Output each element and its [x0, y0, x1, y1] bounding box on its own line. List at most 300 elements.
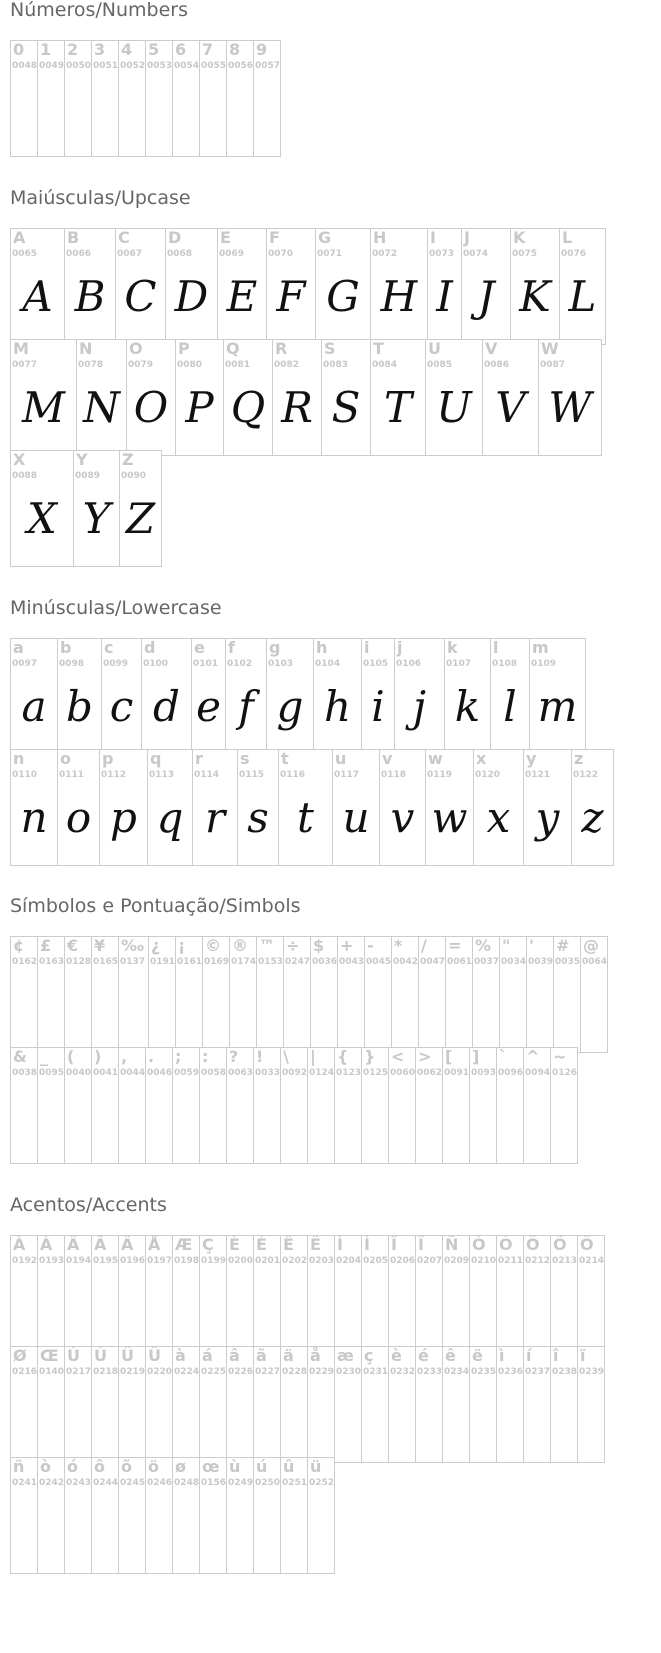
glyph-cell: [172, 1457, 200, 1574]
glyph-cell: [101, 638, 142, 755]
glyph-character-label: Â: [67, 1235, 80, 1254]
glyph-code-label: 0033: [255, 1068, 281, 1078]
glyph-sample: L: [568, 272, 597, 321]
glyph-cell: [10, 450, 74, 567]
glyph-cell: [278, 749, 333, 866]
glyph-cell: [461, 228, 511, 345]
glyph-character-label: L: [562, 228, 573, 247]
glyph-character-label: g: [269, 638, 281, 657]
glyph-character-label: Ë: [310, 1235, 321, 1254]
glyph-code-label: 0230: [336, 1367, 362, 1377]
glyph-cell: [10, 1346, 38, 1463]
glyph-cell: [192, 749, 238, 866]
glyph-sample: f: [238, 682, 254, 731]
glyph-cell: [64, 1457, 92, 1574]
glyph-cell: [148, 936, 176, 1053]
glyph-sample: U: [436, 383, 472, 432]
glyph-cell: [172, 1047, 200, 1164]
glyph-cell: [37, 1346, 65, 1463]
glyph-character-label: ®: [232, 936, 248, 955]
glyph-character-label: u: [335, 749, 347, 768]
glyph-character-label: è: [391, 1346, 402, 1365]
glyph-character-label: à: [175, 1346, 186, 1365]
glyph-cell: [315, 228, 371, 345]
glyph-character-label: ^: [526, 1047, 540, 1066]
glyph-cell: [226, 1346, 254, 1463]
glyph-character-label: Õ: [553, 1235, 567, 1254]
glyph-code-label: 0201: [255, 1256, 281, 1266]
glyph-cell: [256, 936, 284, 1053]
glyph-row-numbers: [10, 40, 280, 157]
glyph-character-label: æ: [337, 1346, 354, 1365]
glyph-code-label: 0053: [147, 61, 173, 71]
glyph-sample: Y: [82, 494, 111, 543]
glyph-code-label: 0078: [78, 360, 104, 370]
glyph-code-label: 0114: [194, 770, 220, 780]
glyph-sample: Q: [230, 383, 266, 432]
glyph-character-label: V: [485, 339, 498, 358]
glyph-code-label: 0228: [282, 1367, 308, 1377]
glyph-code-label: 0045: [366, 957, 392, 967]
glyph-sample: A: [22, 272, 53, 321]
glyph-code-label: 0038: [12, 1068, 38, 1078]
glyph-sample: z: [581, 793, 604, 842]
glyph-cell: [553, 936, 581, 1053]
glyph-character-label: J: [464, 228, 470, 247]
glyph-code-label: 0036: [312, 957, 338, 967]
glyph-code-label: 0124: [309, 1068, 335, 1078]
glyph-character-label: b: [60, 638, 72, 657]
glyph-cell: [118, 1346, 146, 1463]
glyph-cell: [444, 638, 491, 755]
glyph-sample: n: [20, 793, 48, 842]
glyph-character-label: å: [310, 1346, 321, 1365]
glyph-code-label: 0093: [471, 1068, 497, 1078]
glyph-code-label: 0195: [93, 1256, 119, 1266]
glyph-code-label: 0096: [498, 1068, 524, 1078]
glyph-cell: [57, 638, 102, 755]
glyph-code-label: 0199: [201, 1256, 227, 1266]
glyph-cell: [364, 936, 392, 1053]
glyph-character-label: e: [194, 638, 205, 657]
glyph-cell: [499, 936, 527, 1053]
glyph-code-label: 0123: [336, 1068, 362, 1078]
glyph-cell: [229, 936, 257, 1053]
glyph-sample: d: [153, 682, 180, 731]
glyph-sample: M: [21, 383, 65, 432]
glyph-cell: [272, 339, 322, 456]
glyph-code-label: 0252: [309, 1478, 335, 1488]
section-title-upcase: Maiúsculas/Upcase: [10, 187, 191, 209]
glyph-cell: [523, 749, 572, 866]
glyph-code-label: 0091: [444, 1068, 470, 1078]
glyph-character-label: ¢: [13, 936, 25, 955]
glyph-cell: [145, 1457, 173, 1574]
glyph-sample: T: [383, 383, 412, 432]
glyph-character-label: \: [283, 1047, 289, 1066]
glyph-cell: [91, 936, 119, 1053]
glyph-character-label: Ö: [580, 1235, 594, 1254]
glyph-row-upcase: [10, 339, 601, 456]
glyph-cell: [10, 936, 38, 1053]
glyph-cell: [172, 40, 200, 157]
glyph-character-label: ê: [445, 1346, 456, 1365]
glyph-character-label: #: [556, 936, 570, 955]
glyph-sample: B: [74, 272, 106, 321]
glyph-cell: [307, 1346, 335, 1463]
glyph-code-label: 0207: [417, 1256, 443, 1266]
glyph-character-label: É: [256, 1235, 267, 1254]
glyph-sample: a: [21, 682, 47, 731]
glyph-cell: [266, 228, 316, 345]
glyph-cell: [379, 749, 426, 866]
glyph-row-symbols: [10, 936, 607, 1053]
glyph-character-label: a: [13, 638, 24, 657]
glyph-character-label: v: [382, 749, 393, 768]
glyph-cell: [145, 1047, 173, 1164]
glyph-code-label: 0236: [498, 1367, 524, 1377]
glyph-character-label: *: [394, 936, 403, 955]
glyph-character-label: ™: [259, 936, 275, 955]
glyph-character-label: t: [281, 749, 289, 768]
glyph-character-label: Ê: [283, 1235, 294, 1254]
glyph-code-label: 0107: [446, 659, 472, 669]
glyph-character-label: ì: [499, 1346, 505, 1365]
glyph-cell: [523, 1047, 551, 1164]
glyph-cell: [118, 1235, 146, 1352]
glyph-character-label: l: [493, 638, 499, 657]
glyph-cell: [253, 1047, 281, 1164]
glyph-character-label: F: [269, 228, 280, 247]
glyph-character-label: ,: [121, 1047, 128, 1066]
glyph-character-label: %: [475, 936, 492, 955]
glyph-character-label: Œ: [40, 1346, 59, 1365]
glyph-code-label: 0109: [531, 659, 557, 669]
glyph-cell: [442, 1047, 470, 1164]
glyph-cell: [118, 1457, 146, 1574]
glyph-character-label: á: [202, 1346, 213, 1365]
glyph-character-label: Î: [391, 1235, 397, 1254]
glyph-character-label: 7: [202, 40, 214, 59]
glyph-character-label: ç: [364, 1346, 374, 1365]
section-title-numbers: Números/Numbers: [10, 0, 188, 21]
section-title-lowercase: Minúsculas/Lowercase: [10, 597, 222, 619]
glyph-cell: [199, 1346, 227, 1463]
glyph-code-label: 0235: [471, 1367, 497, 1377]
glyph-cell: [307, 1047, 335, 1164]
glyph-code-label: 0104: [315, 659, 341, 669]
glyph-character-label: 0: [13, 40, 25, 59]
glyph-code-label: 0153: [258, 957, 284, 967]
glyph-code-label: 0120: [475, 770, 501, 780]
glyph-code-label: 0206: [390, 1256, 416, 1266]
glyph-code-label: 0249: [228, 1478, 254, 1488]
glyph-sample: c: [109, 682, 134, 731]
glyph-character-label: â: [229, 1346, 240, 1365]
glyph-cell: [119, 450, 162, 567]
glyph-cell: [307, 1457, 335, 1574]
glyph-sample: o: [65, 793, 92, 842]
glyph-cell: [91, 1235, 119, 1352]
glyph-code-label: 0085: [427, 360, 453, 370]
glyph-character-label: Ò: [472, 1235, 486, 1254]
glyph-character-label: Ü: [148, 1346, 161, 1365]
glyph-cell: [226, 40, 254, 157]
glyph-sample: E: [226, 272, 258, 321]
glyph-character-label: ": [502, 936, 511, 955]
glyph-code-label: 0073: [429, 249, 455, 259]
glyph-code-label: 0113: [149, 770, 175, 780]
glyph-character-label: Ó: [499, 1235, 513, 1254]
glyph-character-label: x: [476, 749, 487, 768]
glyph-code-label: 0037: [474, 957, 500, 967]
glyph-code-label: 0035: [555, 957, 581, 967]
glyph-cell: [253, 1235, 281, 1352]
glyph-code-label: 0126: [552, 1068, 578, 1078]
glyph-sample: R: [281, 383, 313, 432]
glyph-cell: [99, 749, 148, 866]
glyph-character-label: ?: [229, 1047, 239, 1066]
glyph-code-label: 0061: [447, 957, 473, 967]
glyph-character-label: Ï: [418, 1235, 424, 1254]
glyph-cell: [145, 1346, 173, 1463]
glyph-character-label: o: [60, 749, 71, 768]
glyph-character-label: ¡: [178, 936, 186, 955]
glyph-character-label: 1: [40, 40, 52, 59]
glyph-cell: [199, 40, 227, 157]
glyph-code-label: 0205: [363, 1256, 389, 1266]
glyph-row-upcase: [10, 228, 605, 345]
glyph-sample: C: [124, 272, 157, 321]
glyph-character-label: Z: [122, 450, 134, 469]
glyph-code-label: 0074: [463, 249, 489, 259]
glyph-character-label: U: [428, 339, 441, 358]
glyph-sample: H: [380, 272, 418, 321]
glyph-code-label: 0198: [174, 1256, 200, 1266]
glyph-cell: [10, 1457, 38, 1574]
glyph-cell: [307, 1235, 335, 1352]
glyph-character-label: z: [574, 749, 584, 768]
glyph-cell: [199, 1047, 227, 1164]
glyph-code-label: 0054: [174, 61, 200, 71]
glyph-code-label: 0162: [12, 957, 38, 967]
glyph-cell: [361, 1346, 389, 1463]
glyph-cell: [427, 228, 462, 345]
glyph-character-label: Á: [40, 1235, 53, 1254]
glyph-character-label: _: [40, 1047, 48, 1066]
glyph-code-label: 0111: [59, 770, 85, 780]
glyph-cell: [118, 1047, 146, 1164]
glyph-cell: [253, 1346, 281, 1463]
glyph-character-label: ö: [148, 1457, 159, 1476]
glyph-character-label: +: [340, 936, 354, 955]
glyph-cell: [332, 749, 380, 866]
glyph-character-label: €: [67, 936, 79, 955]
glyph-character-label: Ì: [337, 1235, 343, 1254]
glyph-code-label: 0231: [363, 1367, 389, 1377]
glyph-character-label: S: [324, 339, 336, 358]
glyph-cell: [76, 339, 127, 456]
glyph-code-label: 0202: [282, 1256, 308, 1266]
glyph-code-label: 0067: [117, 249, 143, 259]
glyph-code-label: 0216: [12, 1367, 38, 1377]
glyph-code-label: 0242: [39, 1478, 65, 1488]
glyph-character-label: õ: [121, 1457, 132, 1476]
glyph-character-label: ò: [40, 1457, 51, 1476]
glyph-character-label: ;: [175, 1047, 182, 1066]
glyph-cell: [226, 1047, 254, 1164]
glyph-cell: [334, 1047, 362, 1164]
glyph-code-label: 0081: [225, 360, 251, 370]
glyph-code-label: 0116: [280, 770, 306, 780]
glyph-character-label: k: [447, 638, 458, 657]
glyph-cell: [217, 228, 267, 345]
glyph-cell: [37, 1235, 65, 1352]
glyph-character-label: K: [513, 228, 526, 247]
glyph-row-lowercase: [10, 638, 585, 755]
glyph-character-label: [: [445, 1047, 453, 1066]
glyph-sample: Z: [125, 494, 156, 543]
glyph-character-label: :: [202, 1047, 209, 1066]
glyph-sample: x: [486, 793, 511, 842]
glyph-code-label: 0048: [12, 61, 38, 71]
glyph-cell: [10, 1235, 38, 1352]
glyph-code-label: 0197: [147, 1256, 173, 1266]
glyph-character-label: m: [532, 638, 549, 657]
glyph-row-accents: [10, 1235, 604, 1352]
glyph-code-label: 0098: [59, 659, 85, 669]
glyph-character-label: 9: [256, 40, 268, 59]
glyph-cell: [445, 936, 473, 1053]
glyph-cell: [550, 1047, 578, 1164]
glyph-cell: [415, 1346, 443, 1463]
glyph-sample: V: [495, 383, 526, 432]
glyph-character-label: œ: [202, 1457, 220, 1476]
glyph-character-label: ©: [205, 936, 221, 955]
glyph-cell: [64, 936, 92, 1053]
glyph-cell: [415, 1047, 443, 1164]
glyph-cell: [145, 1235, 173, 1352]
glyph-character-label: Å: [148, 1235, 161, 1254]
glyph-code-label: 0227: [255, 1367, 281, 1377]
glyph-cell: [510, 228, 560, 345]
glyph-code-label: 0034: [501, 957, 527, 967]
glyph-cell: [91, 1047, 119, 1164]
glyph-character-label: n: [13, 749, 25, 768]
glyph-code-label: 0203: [309, 1256, 335, 1266]
glyph-character-label: Ù: [67, 1346, 80, 1365]
glyph-character-label: 5: [148, 40, 160, 59]
glyph-sample: K: [519, 272, 551, 321]
glyph-character-label: È: [229, 1235, 240, 1254]
glyph-cell: [280, 1235, 308, 1352]
glyph-cell: [223, 339, 273, 456]
glyph-code-label: 0094: [525, 1068, 551, 1078]
glyph-cell: [253, 1457, 281, 1574]
glyph-cell: [442, 1346, 470, 1463]
glyph-code-label: 0039: [528, 957, 554, 967]
glyph-code-label: 0209: [444, 1256, 470, 1266]
glyph-cell: [10, 40, 38, 157]
glyph-character-label: î: [553, 1346, 559, 1365]
glyph-character-label: ¿: [151, 936, 161, 955]
glyph-sample: w: [431, 793, 468, 842]
glyph-character-label: 6: [175, 40, 187, 59]
glyph-character-label: 4: [121, 40, 133, 59]
glyph-character-label: ø: [175, 1457, 186, 1476]
glyph-cell: [283, 936, 311, 1053]
glyph-sample: P: [185, 383, 214, 432]
glyph-character-label: }: [364, 1047, 376, 1066]
glyph-sample: J: [477, 272, 495, 321]
glyph-sample: j: [412, 682, 427, 731]
glyph-character-label: Ã: [94, 1235, 107, 1254]
glyph-code-label: 0214: [579, 1256, 605, 1266]
glyph-code-label: 0105: [363, 659, 389, 669]
glyph-cell: [529, 638, 586, 755]
glyph-sample: r: [204, 793, 226, 842]
glyph-sample: u: [342, 793, 370, 842]
glyph-code-label: 0224: [174, 1367, 200, 1377]
glyph-code-label: 0042: [393, 957, 419, 967]
glyph-sample: S: [331, 383, 361, 432]
glyph-code-label: 0095: [39, 1068, 65, 1078]
glyph-code-label: 0051: [93, 61, 119, 71]
glyph-code-label: 0082: [274, 360, 300, 370]
glyph-code-label: 0077: [12, 360, 38, 370]
glyph-cell: [237, 749, 279, 866]
glyph-cell: [526, 936, 554, 1053]
glyph-character-label: |: [310, 1047, 316, 1066]
glyph-code-label: 0247: [285, 957, 311, 967]
glyph-code-label: 0101: [193, 659, 219, 669]
glyph-character-label: G: [318, 228, 332, 247]
glyph-code-label: 0220: [147, 1367, 173, 1377]
glyph-character-label: Ô: [526, 1235, 540, 1254]
glyph-character-label: i: [364, 638, 370, 657]
glyph-sample: i: [371, 682, 385, 731]
glyph-character-label: í: [526, 1346, 532, 1365]
glyph-code-label: 0229: [309, 1367, 335, 1377]
glyph-cell: [64, 1346, 92, 1463]
glyph-code-label: 0089: [75, 471, 101, 481]
glyph-code-label: 0212: [525, 1256, 551, 1266]
glyph-character-label: 8: [229, 40, 241, 59]
glyph-code-label: 0161: [177, 957, 203, 967]
glyph-sample: G: [326, 272, 360, 321]
glyph-code-label: 0244: [93, 1478, 119, 1488]
glyph-code-label: 0191: [150, 957, 176, 967]
glyph-sample: m: [537, 682, 578, 731]
glyph-cell: [580, 936, 608, 1053]
glyph-character-label: ô: [94, 1457, 105, 1476]
glyph-character-label: À: [13, 1235, 26, 1254]
glyph-cell: [469, 1047, 497, 1164]
glyph-code-label: 0047: [420, 957, 446, 967]
glyph-code-label: 0068: [167, 249, 193, 259]
glyph-code-label: 0210: [471, 1256, 497, 1266]
glyph-cell: [482, 339, 539, 456]
glyph-character-label: T: [373, 339, 384, 358]
glyph-code-label: 0103: [268, 659, 294, 669]
glyph-sample: D: [174, 272, 209, 321]
glyph-code-label: 0156: [201, 1478, 227, 1488]
glyph-code-label: 0250: [255, 1478, 281, 1488]
glyph-code-label: 0117: [334, 770, 360, 780]
glyph-code-label: 0243: [66, 1478, 92, 1488]
glyph-character-label: ë: [472, 1346, 483, 1365]
glyph-code-label: 0071: [317, 249, 343, 259]
